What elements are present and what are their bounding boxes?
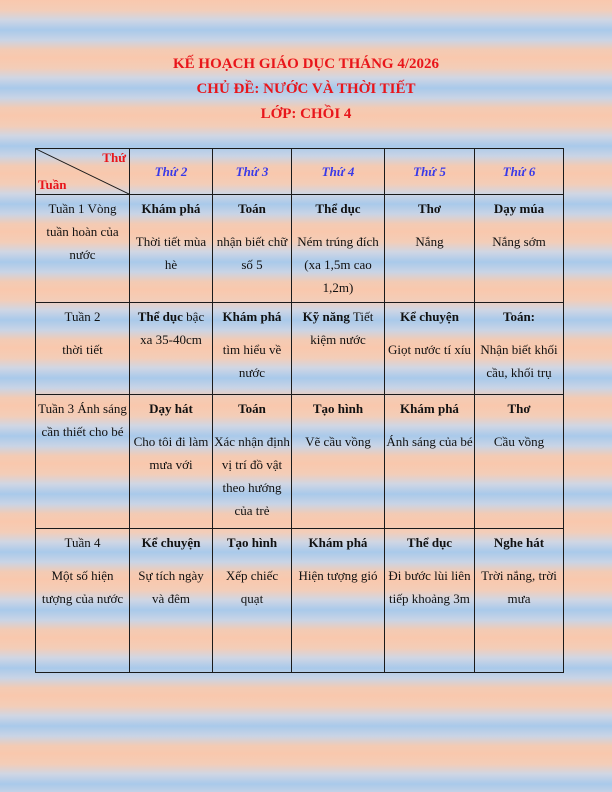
activity-cell [385,303,475,395]
subject: Tạo hình [312,401,364,416]
activity: Giọt nước tí xíu [388,342,471,357]
activity-cell [292,195,385,303]
subject: Toán: [502,309,536,324]
activity-cell [130,195,213,303]
activity: Ném trúng đích (xa 1,5m cao 1,2m) [297,234,379,295]
activity: Xếp chiếc quạt [225,568,279,606]
subject: Kỹ năng [302,309,350,324]
activity-cell [475,303,564,395]
week-label [36,195,130,303]
activity-cell [385,529,475,673]
activity: tìm hiểu về nước [222,342,282,380]
activity-cell [130,303,213,395]
activity: Trời nắng, trời mưa [481,568,557,606]
subject: Kể chuyện [400,309,459,324]
activity: Sự tích ngày và đêm [138,568,204,606]
activity: Hiện tượng gió [298,568,378,583]
activity: Đi bước lùi liên tiếp khoảng 3m [388,568,471,606]
class-title: LỚP: CHỒI 4 [260,106,352,122]
activity: bậc xa 35-40cm [140,309,205,347]
week-title: Tuần 1 Vòng tuần hoàn của nước [46,201,119,262]
activity-cell [385,395,475,529]
subject: Thể dục [406,535,453,550]
subject: Toán [238,401,266,416]
week-row [36,529,564,673]
subject: Dạy hát [149,401,193,416]
activity: nhận biết chữ số 5 [216,234,288,272]
activity: Cho tôi đi làm mưa với [133,434,209,472]
activity: Xác nhận định vị trí đồ vật theo hướng của trẻ [214,434,290,518]
day-header: Thứ 3 [213,149,292,195]
day-header: Thứ 6 [475,149,564,195]
subject: Khám phá [141,201,201,216]
activity: Nắng [415,234,444,249]
subject: Tạo hình [226,535,278,550]
corner-week-label: Tuần [38,177,67,192]
subject: Nghe hát [493,535,545,550]
week-row [36,195,564,303]
week-row [36,303,564,395]
activity-cell [213,195,292,303]
subject: Khám phá [222,309,282,324]
subject: Kể chuyện [141,535,201,550]
theme-title: CHỦ ĐỀ: NƯỚC VÀ THỜI TIẾT [196,81,416,97]
corner-cell [36,149,130,195]
subject: Thể dục [315,201,361,216]
activity: Tiết kiệm nước [310,309,374,347]
document-header [0,52,612,127]
day-header: Thứ 5 [385,149,475,195]
activity: Thời tiết mùa hè [135,234,207,272]
activity-cell [475,529,564,673]
lesson-plan-table [35,148,564,673]
activity-cell [130,395,213,529]
activity: Cầu vồng [493,434,545,449]
week-label [36,303,130,395]
activity: Nắng sớm [492,234,546,249]
subject: Thể dục [137,309,183,324]
subject: Khám phá [400,401,459,416]
week-title: Tuần 2 [64,309,101,324]
activity-cell [292,395,385,529]
day-header: Thứ 2 [130,149,213,195]
subject: Thơ [507,401,531,416]
week-topic: Một số hiện tượng của nước [41,568,124,606]
activity-cell [292,529,385,673]
week-label [36,395,130,529]
activity: Ánh sáng của bé [386,434,473,449]
activity-cell [292,303,385,395]
activity-cell [385,195,475,303]
plan-title: KẾ HOẠCH GIÁO DỤC THÁNG 4/2026 [173,56,439,72]
activity-cell [213,303,292,395]
week-row [36,395,564,529]
week-title: Tuần 3 Ánh sáng cần thiết cho bé [38,401,127,439]
activity: Nhận biết khối cầu, khối trụ [480,342,558,380]
day-header: Thứ 4 [292,149,385,195]
corner-day-label: Thứ [102,150,126,165]
activity-cell [213,529,292,673]
week-label [36,529,130,673]
activity-cell [475,395,564,529]
activity: Vẽ cầu vồng [305,434,371,449]
activity-cell [475,195,564,303]
header-row [36,149,564,195]
activity-cell [130,529,213,673]
week-title: Tuần 4 [64,535,101,550]
subject: Dạy múa [493,201,545,216]
subject: Khám phá [308,535,368,550]
subject: Thơ [417,201,442,216]
subject: Toán [238,201,266,216]
week-topic: thời tiết [62,342,103,357]
activity-cell [213,395,292,529]
